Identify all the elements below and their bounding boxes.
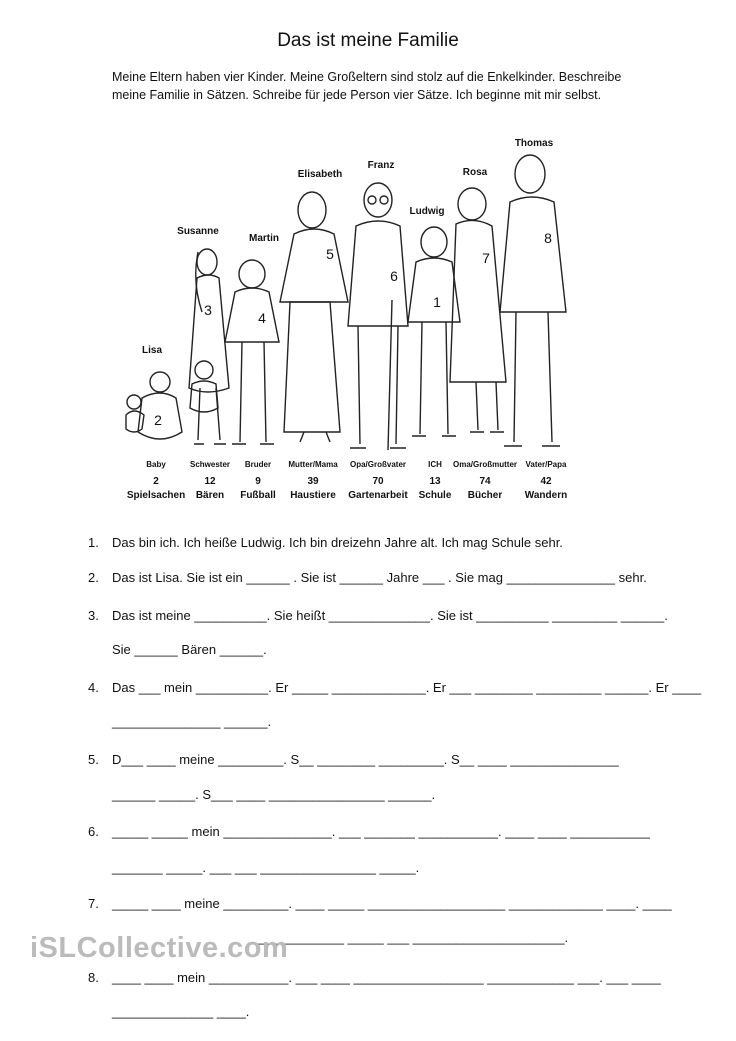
role-label: Oma/Großmutter — [452, 460, 518, 469]
exercise-4 — [88, 680, 701, 695]
exercise-line: Das ist Lisa. Sie ist ein ______ . Sie ist ______ Jahre ___ . Sie mag _______________ sehr. — [112, 570, 647, 585]
exercise-line: Das ist meine __________. Sie heißt ______________. Sie ist __________ _________ ______. — [112, 608, 668, 623]
name-label-franz: Franz — [367, 160, 395, 171]
name-label-ludwig: Ludwig — [409, 206, 445, 217]
figure-number: 7 — [482, 250, 490, 266]
figure-thomas — [500, 155, 566, 446]
family-drawing — [112, 130, 612, 505]
exercise-5 — [88, 752, 619, 767]
figure-elisabeth — [280, 192, 348, 442]
family-illustration — [112, 130, 612, 505]
figure-number: 2 — [154, 412, 162, 428]
name-label-elisabeth: Elisabeth — [297, 169, 343, 180]
figure-number: 8 — [544, 230, 552, 246]
exercise-1 — [88, 535, 563, 550]
name-label-susanne: Susanne — [177, 226, 219, 237]
exercise-line: _____ ____ meine _________. ____ _____ ___________________ _____________ ____. ____ — [112, 896, 672, 911]
hobby-label: Bären — [195, 490, 225, 501]
figure-number: 1 — [433, 294, 441, 310]
role-label: ICH — [428, 460, 442, 469]
name-label-rosa: Rosa — [462, 167, 488, 178]
exercise-line: Das bin ich. Ich heiße Ludwig. Ich bin dreizehn Jahre alt. Ich mag Schule sehr. — [112, 535, 563, 550]
instructions-line-1: Meine Eltern haben vier Kinder. Meine Großeltern sind stolz auf die Enkelkinder. Beschreibe — [112, 70, 622, 84]
exercise-6-line-2: _______ _____. ___ ___ ________________ _____. — [112, 860, 420, 875]
figure-martin — [225, 260, 279, 444]
age-value: 13 — [429, 476, 441, 487]
role-label: Mutter/Mama — [288, 460, 338, 469]
age-value: 12 — [204, 476, 216, 487]
hobby-label: Schule — [418, 490, 452, 501]
figure-number: 5 — [326, 246, 334, 262]
hobby-label: Haustiere — [290, 490, 336, 501]
figure-number: 4 — [258, 310, 266, 326]
exercise-line: _____ _____ mein _______________. ___ _______ ___________. ____ ____ ___________ — [112, 824, 650, 839]
instructions-line-2: meine Familie in Sätzen. Schreibe für jede Person vier Sätze. Ich beginne mit mir selbst. — [112, 88, 602, 102]
exercise-number: 2. — [88, 570, 99, 585]
exercise-7-line-2: _____________ _____ ___ _____________________. — [250, 930, 569, 945]
exercise-number: 5. — [88, 752, 99, 767]
hobby-label: Fußball — [240, 490, 276, 501]
watermark: iSLCollective.com — [30, 932, 289, 964]
figure-franz — [348, 183, 408, 450]
age-value: 39 — [307, 476, 319, 487]
figure-susanne — [189, 249, 229, 444]
age-value: 9 — [255, 476, 261, 487]
exercise-number: 1. — [88, 535, 99, 550]
age-value: 2 — [153, 476, 159, 487]
exercise-number: 7. — [88, 896, 99, 911]
exercise-5-line-2: ______ _____. S___ ____ ________________ ______. — [112, 787, 436, 802]
instructions — [112, 68, 642, 104]
role-label: Schwester — [189, 460, 231, 469]
exercise-number: 6. — [88, 824, 99, 839]
page-title: Das ist meine Familie — [277, 30, 459, 51]
role-label: Baby — [146, 460, 166, 469]
exercise-8 — [88, 970, 661, 985]
exercise-number: 8. — [88, 970, 99, 985]
exercise-4-line-2: _______________ ______. — [112, 714, 272, 729]
exercise-number: 4. — [88, 680, 99, 695]
figure-number: 6 — [390, 268, 398, 284]
age-value: 70 — [372, 476, 384, 487]
hobby-label: Wandern — [524, 490, 568, 501]
name-label-lisa: Lisa — [141, 345, 163, 356]
hobby-label: Bücher — [467, 490, 503, 501]
hobby-label: Gartenarbeit — [348, 490, 408, 501]
figure-number: 3 — [204, 302, 212, 318]
age-value: 74 — [479, 476, 491, 487]
exercise-line: Das ___ mein __________. Er _____ _____________. Er ___ ________ _________ ______. Er ____ — [112, 680, 702, 695]
name-label-thomas: Thomas — [514, 138, 554, 149]
exercise-line: D___ ____ meine _________. S__ ________ _________. S__ ____ _______________ — [112, 752, 619, 767]
figure-lisa — [126, 361, 218, 439]
exercise-2 — [88, 570, 647, 585]
role-label: Bruder — [244, 460, 272, 469]
exercise-number: 3. — [88, 608, 99, 623]
exercise-7 — [88, 896, 672, 911]
exercise-6 — [88, 824, 650, 839]
role-label: Opa/Großvater — [349, 460, 407, 469]
hobby-label: Spielsachen — [126, 490, 186, 501]
exercise-3-line-2: Sie ______ Bären ______. — [112, 642, 267, 657]
age-value: 42 — [540, 476, 552, 487]
exercise-8-line-2: ______________ ____. — [112, 1004, 250, 1019]
name-label-martin: Martin — [249, 233, 279, 244]
exercise-3 — [88, 608, 668, 623]
role-label: Vater/Papa — [525, 460, 567, 469]
exercise-line: ____ ____ mein ___________. ___ ____ __________________ ____________ ___. ___ ____ — [112, 970, 661, 985]
